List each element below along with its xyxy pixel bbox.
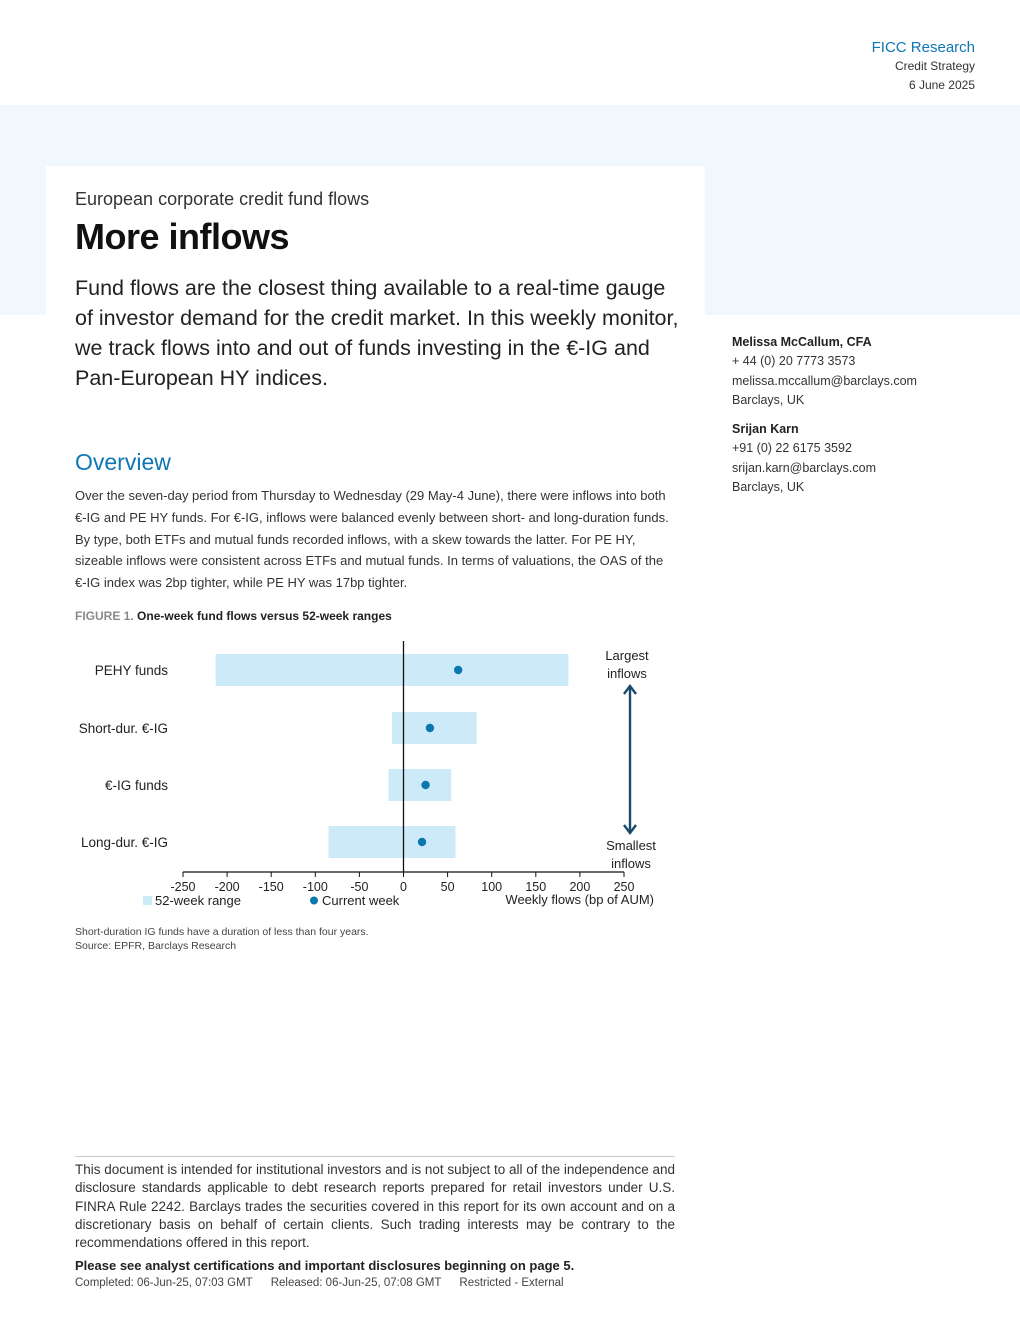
author-location: Barclays, UK [732,392,805,407]
x-tick-label-3: -100 [302,880,328,894]
range-bar-2 [389,769,452,801]
current-week-dot-2 [421,781,429,789]
article-title: More inflows [75,216,290,257]
figure-number: FIGURE 1. [75,609,134,623]
disclaimer-text: This document is intended for institutional investors and is not subject to all of the independence and disclosure standards applicable to debt research reports prepared for retail investors under U.S. FINRA Rule 2242. Barclays trades the securities covered in this report for its own account and on a discretionary basis on behalf of certain clients. Such trading interests may be contrary to the recommendations offered in this report. [75,1162,675,1251]
range-bar-1 [392,712,477,744]
annotation-top-line-2: inflows [607,666,647,681]
current-week-dot-0 [454,666,462,674]
range-bar-3 [329,826,456,858]
figure-source: Source: EPFR, Barclays Research [75,939,237,952]
x-tick-label-4: -50 [350,880,369,894]
current-week-dot-1 [426,724,434,732]
legend-range-swatch [143,896,152,905]
figure-caption [75,609,392,623]
certifications-notice: Please see analyst certifications and important disclosures beginning on page 5. [75,1258,575,1273]
annotation-bottom-line-2: inflows [611,856,651,871]
author-name: Melissa McCallum, CFA [732,335,872,349]
brand-label: FICC Research [871,39,975,56]
author-name: Srijan Karn [732,422,799,437]
x-tick-label-10: 250 [613,880,635,894]
x-tick-label-8: 150 [525,880,547,894]
category-label-2: €-IG funds [104,778,168,793]
classification-label: Restricted - External [459,1277,564,1289]
released-timestamp: Released: 06-Jun-25, 07:08 GMT [270,1277,442,1289]
author-block [732,333,917,497]
category-label-1: Short-dur. €-IG [78,721,168,736]
report-meta [75,1277,582,1289]
completed-timestamp: Completed: 06-Jun-25, 07:03 GMT [75,1277,253,1289]
author-email[interactable]: srijan.karn@barclays.com [732,460,876,475]
article-kicker: European corporate credit fund flows [75,189,370,209]
author-phone: +91 (0) 22 6175 3592 [732,441,852,456]
category-label-3: Long-dur. €-IG [80,835,168,850]
figure-footnote: Short-duration IG funds have a duration of less than four years. [75,926,369,938]
category-label-0: PEHY funds [94,663,168,678]
overview-heading: Overview [75,449,171,475]
x-tick-label-0: -250 [170,880,196,894]
article-lede: Fund flows are the closest thing available to a real-time gauge of investor demand for the credit market. In this weekly monitor, we track flows into and out of funds investing in the €-IG and Pan-European HY indices. [75,276,679,390]
x-tick-label-1: -200 [214,880,240,894]
report-date: 6 June 2025 [908,78,975,92]
x-axis-title: Weekly flows (bp of AUM) [505,892,654,907]
fund-flows-chart [60,635,680,920]
x-tick-label-5: 0 [400,880,407,894]
current-week-dot-3 [418,838,426,846]
x-tick-label-6: 50 [440,880,455,894]
disclaimer-divider [75,1156,675,1157]
legend-current-swatch [310,897,318,905]
x-tick-label-9: 200 [569,880,591,894]
annotation-bottom-line-1: Smallest [606,838,656,853]
section-label: Credit Strategy [894,59,975,73]
x-tick-label-2: -150 [258,880,284,894]
author-email[interactable]: melissa.mccallum@barclays.com [732,373,917,388]
legend-range-label: 52-week range [155,893,241,908]
legend-current-label: Current week [322,893,400,908]
figure-notes [75,926,369,953]
annotation-top-line-1: Largest [605,648,649,663]
report-header [872,38,975,95]
author-location: Barclays, UK [732,480,805,495]
author-phone: + 44 (0) 20 7773 3573 [732,354,856,369]
overview-paragraph: Over the seven-day period from Thursday to Wednesday (29 May-4 June), there were inflows into both €-IG and PE HY funds. For €-IG, inflows were balanced evenly between short- and long-duration funds. By type, both ETFs and mutual funds recorded inflows, with a skew towards the latter. For PE HY, sizeable inflows were consistent across ETFs and mutual funds. In terms of valuations, the OAS of the €-IG index was 2bp tighter, while PE HY was 17bp tighter. [75,488,669,591]
figure-title: One-week fund flows versus 52-week ranges [137,609,392,623]
x-tick-label-7: 100 [481,880,503,894]
range-bar-0 [216,654,569,686]
